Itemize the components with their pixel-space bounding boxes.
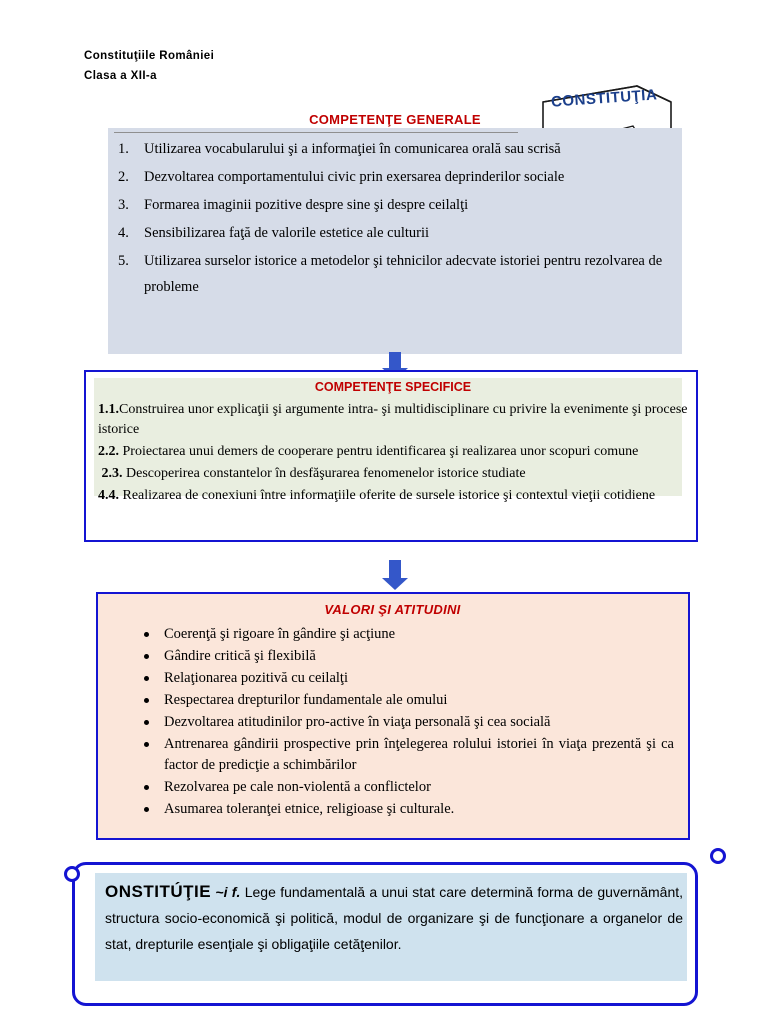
values-attitudes-title: VALORI ŞI ATITUDINI bbox=[324, 602, 461, 617]
list-item-number: 2. bbox=[118, 169, 129, 185]
specific-competences-title: COMPETENŢE SPECIFICE bbox=[314, 380, 472, 394]
list-item: Gândire critică şi flexibilă bbox=[140, 646, 674, 667]
list-item bbox=[98, 400, 690, 440]
list-item: Antrenarea gândirii prospective prin înţelegerea rolului istoriei în viaţa prezentă şi ca factor de predicţie a schimbărilor bbox=[140, 734, 674, 776]
list-item-number: 2.2. bbox=[98, 444, 119, 459]
list-item-number: 3. bbox=[118, 197, 129, 213]
list-item-number: 4.4. bbox=[98, 488, 119, 503]
list-item-number: 4. bbox=[118, 225, 129, 241]
down-arrow-icon bbox=[382, 560, 408, 590]
divider bbox=[114, 132, 518, 133]
list-item bbox=[114, 248, 676, 300]
general-competences-list bbox=[114, 136, 676, 302]
list-item-text: Sensibilizarea faţă de valorile estetice ale culturii bbox=[144, 225, 430, 241]
list-item-number: 1.1. bbox=[98, 402, 119, 417]
list-item: Respectarea drepturilor fundamentale ale omului bbox=[140, 690, 674, 711]
values-attitudes-box bbox=[96, 592, 690, 840]
list-item-text: Descoperirea constantelor în desfăşurarea fenomenelor istorice studiate bbox=[126, 466, 526, 481]
definition-corner-knob-left bbox=[64, 866, 80, 882]
general-competences-box bbox=[108, 112, 682, 354]
list-item bbox=[114, 192, 676, 218]
list-item-text: Construirea unor explicaţii şi argumente intra- şi multidisciplinare cu privire la evenimente şi procese istorice bbox=[98, 402, 688, 437]
list-item: Coerenţă şi rigoare în gândire şi acţiune bbox=[140, 624, 674, 645]
specific-competences-box bbox=[84, 370, 698, 542]
list-item bbox=[98, 464, 690, 484]
header-line-1: Constituţiile României bbox=[84, 50, 215, 62]
definition-body: Lege fundamentală a unui stat care determină forma de guvernământ, structura socio-economică şi politică, modul de organizare şi de funcţionare a organelor de stat, drepturile esenţiale şi obligaţiile cetăţenilor. bbox=[105, 884, 684, 952]
list-item-text: Formarea imaginii pozitive despre sine şi despre ceilalţi bbox=[144, 197, 469, 213]
list-item-number: 2.3. bbox=[101, 466, 123, 481]
list-item-text: Proiectarea unui demers de cooperare pentru identificarea şi realizarea unor scopuri comune bbox=[122, 444, 639, 459]
list-item-text: Utilizarea vocabularului şi a informaţiei în comunicarea orală sau scrisă bbox=[144, 141, 561, 157]
list-item: Asumarea toleranţei etnice, religioase şi culturale. bbox=[140, 799, 674, 820]
specific-competences-list bbox=[98, 400, 690, 508]
definition-headword: ONSTITÚŢIE bbox=[105, 882, 212, 901]
list-item bbox=[98, 442, 690, 462]
definition-text bbox=[105, 879, 683, 957]
book-cover-title: CONSTITUŢIA bbox=[550, 86, 658, 111]
list-item-text: Utilizarea surselor istorice a metodelor şi tehnicilor adecvate istoriei pentru rezolvarea de probleme bbox=[144, 253, 663, 295]
list-item bbox=[114, 164, 676, 190]
values-attitudes-list bbox=[140, 624, 674, 821]
definition-box bbox=[72, 862, 698, 1006]
list-item-number: 1. bbox=[118, 141, 129, 157]
list-item: Rezolvarea pe cale non-violentă a conflictelor bbox=[140, 777, 674, 798]
list-item-number: 5. bbox=[118, 253, 129, 269]
general-competences-title: COMPETENŢE GENERALE bbox=[309, 112, 481, 127]
list-item: Dezvoltarea atitudinilor pro-active în viaţa personală şi cea socială bbox=[140, 712, 674, 733]
definition-corner-knob-right bbox=[710, 848, 726, 864]
list-item bbox=[114, 136, 676, 162]
header-line-2: Clasa a XII-a bbox=[84, 70, 157, 82]
document-header bbox=[84, 46, 214, 86]
list-item bbox=[114, 220, 676, 246]
list-item bbox=[98, 486, 690, 506]
definition-grammar: ~i f. bbox=[215, 884, 241, 900]
list-item-text: Realizarea de conexiuni între informaţiile oferite de sursele istorice şi contextul vieţii cotidiene bbox=[122, 488, 656, 503]
list-item-text: Dezvoltarea comportamentului civic prin exersarea deprinderilor sociale bbox=[144, 169, 565, 185]
list-item: Relaţionarea pozitivă cu ceilalţi bbox=[140, 668, 674, 689]
